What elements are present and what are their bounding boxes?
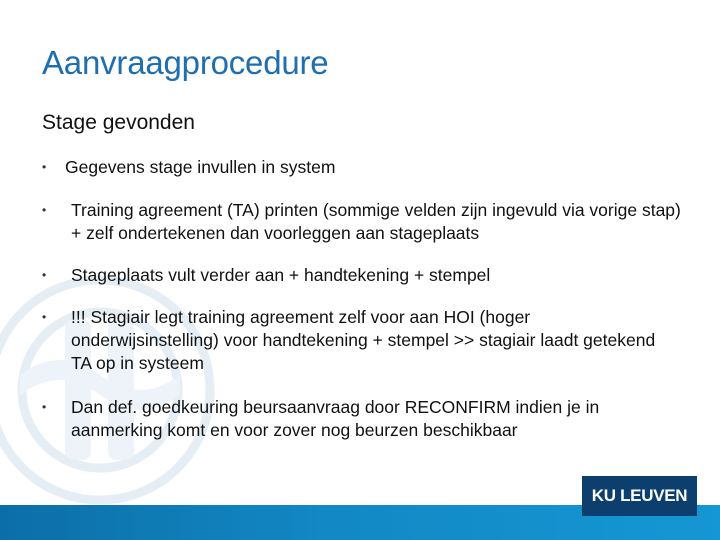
bullet-text: !!! Stagiair legt training agreement zelf voor aan HOI (hoger onderwijsinstelling) voor handtekening + stempel >> stagiair laadt getekend TA op in systeem [71,307,656,373]
bullet-marker: • [42,160,47,174]
seal-watermark-icon [0,255,240,505]
bullet-marker: • [42,203,47,217]
bullet-item [42,199,682,245]
bullet-text: Stageplaats vult verder aan + handtekening + stempel [71,265,491,285]
ku-leuven-logo: KU LEUVEN [582,476,697,516]
bullet-item [42,156,682,179]
bullet-item [42,306,682,375]
bullet-marker: • [42,268,47,282]
bullet-text: Dan def. goedkeuring beursaanvraag door RECONFIRM indien je in aanmerking komt en voor zover nog beurzen beschikbaar [71,397,600,440]
bullet-item [42,396,682,442]
bullet-marker: • [42,310,47,324]
bullet-text: Training agreement (TA) printen (sommige velden zijn ingevuld via vorige stap) + zelf ondertekenen dan voorleggen aan stageplaats [71,200,681,243]
bullet-marker: • [42,400,47,414]
slide-title: Aanvraagprocedure [42,44,329,81]
bullet-item [42,264,682,287]
slide-subtitle: Stage gevonden [42,111,195,134]
bullet-text: Gegevens stage invullen in system [65,157,336,177]
